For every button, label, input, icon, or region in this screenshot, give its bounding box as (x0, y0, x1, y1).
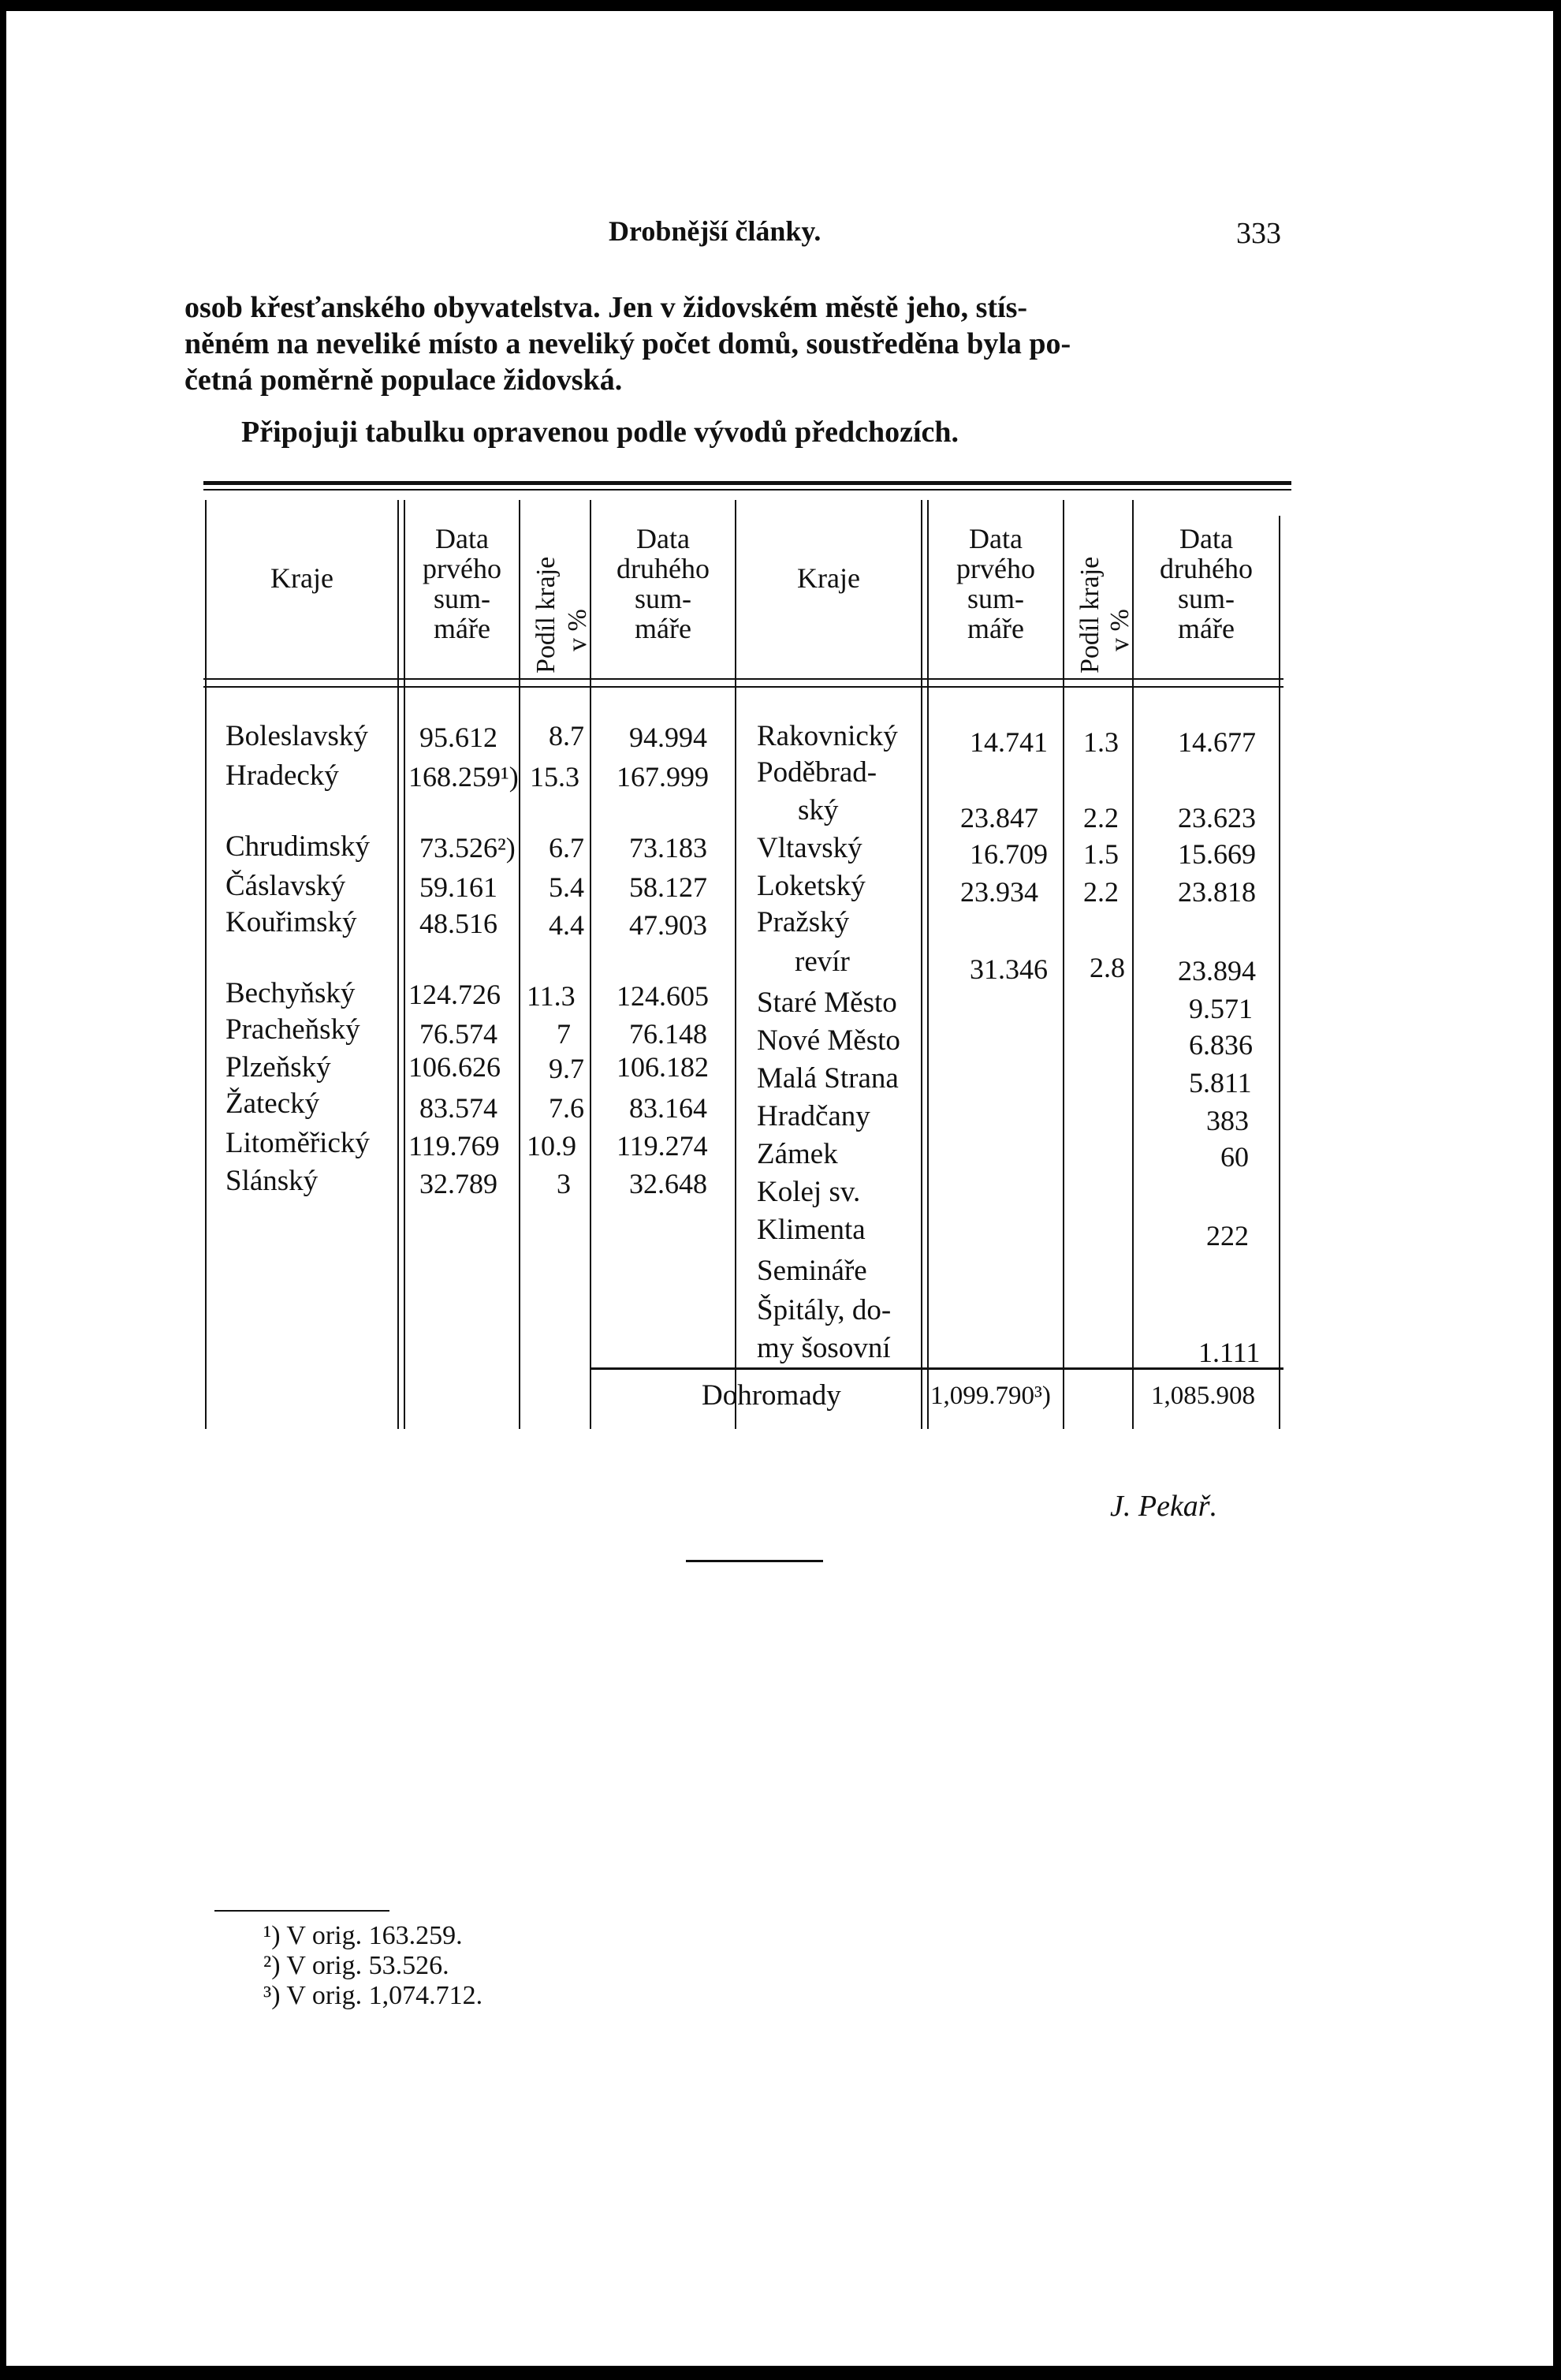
data-second: 383 (1206, 1105, 1249, 1136)
sub-area-name: Staré Město (757, 987, 897, 1019)
sub-area-name: Semináře (757, 1255, 867, 1287)
column-rule (397, 500, 399, 1429)
region-name: Hradecký (225, 759, 339, 792)
data-first: 119.769 (408, 1130, 500, 1162)
region-name: Vltavský (757, 832, 862, 864)
data-second: 1.111 (1198, 1337, 1261, 1368)
share-pct: 5.4 (549, 871, 584, 903)
sub-area-name: Nové Město (757, 1024, 900, 1057)
share-pct: 15.3 (530, 761, 579, 793)
data-second: 167.999 (617, 761, 709, 793)
data-first: 59.161 (419, 871, 497, 903)
header-data-druheho: Data druhého sum- máře (1160, 523, 1253, 644)
footnote: ¹) V orig. 163.259. (263, 1921, 463, 1950)
sub-area-name: Zámek (757, 1138, 838, 1170)
paragraph-line: osob křesťanského obyvatelstva. Jen v židovském městě jeho, stís- (184, 291, 1028, 324)
header-data-druheho: Data druhého sum- máře (617, 523, 710, 644)
header-pct: v % (563, 609, 592, 651)
header-pct: v % (1105, 609, 1134, 651)
region-name: Poděbrad- (757, 756, 877, 789)
region-name: Kouřimský (225, 906, 357, 938)
data-first: 32.789 (419, 1168, 497, 1199)
table-top-rule (203, 489, 1291, 491)
region-name: Boleslavský (225, 720, 368, 752)
region-name: Pracheňský (225, 1013, 360, 1046)
data-first: 168.259¹) (408, 761, 519, 793)
share-pct: 2.2 (1083, 876, 1119, 908)
paragraph: Připojuji tabulku opravenou podle vývodů předchozích. (241, 416, 959, 449)
header-data-prvniho: Data prvého sum- máře (423, 523, 501, 644)
data-second: 58.127 (629, 871, 707, 903)
share-pct: 1.5 (1083, 838, 1119, 870)
region-name: Litoměřický (225, 1127, 370, 1159)
header-kraje: Kraje (270, 562, 333, 594)
sub-area-name: Špitály, do- (757, 1294, 892, 1326)
region-name: Bechyňský (225, 977, 356, 1009)
data-second: 23.894 (1178, 955, 1256, 987)
data-second: 23.623 (1178, 802, 1256, 834)
data-second: 47.903 (629, 909, 707, 941)
header-rule (203, 678, 1283, 680)
data-second: 94.994 (629, 722, 707, 753)
data-first: 106.626 (408, 1051, 501, 1083)
column-rule (1279, 516, 1280, 1429)
author-signature: J. Pekař. (1110, 1490, 1218, 1523)
sub-area-name: Klimenta (757, 1214, 866, 1246)
data-second: 23.818 (1178, 876, 1256, 908)
region-name: Žatecký (225, 1087, 320, 1120)
data-second: 15.669 (1178, 838, 1256, 870)
share-pct: 7 (557, 1018, 571, 1050)
share-pct: 10.9 (527, 1130, 576, 1162)
share-pct: 3 (557, 1168, 571, 1199)
column-rule (735, 500, 736, 1429)
header-podil: Podíl kraje (1075, 556, 1105, 673)
table-top-rule (203, 481, 1291, 485)
region-name: revír (795, 946, 850, 978)
data-first: 95.612 (419, 722, 497, 753)
header-kraje: Kraje (797, 562, 860, 594)
sub-area-name: Hradčany (757, 1100, 870, 1132)
region-name: Plzeňský (225, 1051, 331, 1084)
data-second: 60 (1220, 1141, 1249, 1173)
data-second: 124.605 (617, 980, 709, 1012)
footnote-rule (214, 1910, 389, 1912)
data-first: 14.741 (970, 726, 1048, 758)
share-pct: 2.2 (1083, 802, 1119, 834)
data-first: 31.346 (970, 953, 1048, 985)
data-second: 5.811 (1189, 1067, 1252, 1099)
sub-area-name: Kolej sv. (757, 1176, 861, 1208)
share-pct: 2.8 (1090, 952, 1125, 983)
data-first: 124.726 (408, 979, 501, 1010)
data-second: 73.183 (629, 832, 707, 864)
data-first: 76.574 (419, 1018, 497, 1050)
region-name: Chrudimský (225, 830, 370, 863)
region-name: Slánský (225, 1165, 319, 1197)
column-rule (519, 500, 520, 1429)
header-podil: Podíl kraje (531, 556, 561, 673)
data-first: 83.574 (419, 1092, 497, 1124)
region-name: Loketský (757, 870, 866, 902)
data-second: 14.677 (1178, 726, 1256, 758)
data-second: 9.571 (1189, 993, 1253, 1024)
data-second: 222 (1206, 1220, 1249, 1252)
data-second: 76.148 (629, 1018, 707, 1050)
data-first: 48.516 (419, 908, 497, 939)
data-first: 23.847 (960, 802, 1038, 834)
data-first: 23.934 (960, 876, 1038, 908)
share-pct: 1.3 (1083, 726, 1119, 758)
footnote: ³) V orig. 1,074.712. (263, 1981, 483, 2010)
region-name: Pražský (757, 906, 850, 938)
sub-area-name: Malá Strana (757, 1062, 899, 1095)
total-second: 1,085.908 (1151, 1382, 1255, 1410)
sub-area-name: my šosovní (757, 1332, 891, 1364)
region-name: Rakovnický (757, 720, 898, 752)
share-pct: 7.6 (549, 1092, 584, 1124)
region-name: Čáslavský (225, 870, 346, 902)
total-rule (590, 1367, 1283, 1370)
total-label: Dohromady (702, 1379, 841, 1412)
region-name: ský (798, 794, 839, 826)
data-second: 6.836 (1189, 1029, 1253, 1061)
column-rule (1063, 500, 1064, 1429)
paragraph-line: něném na neveliké místo a neveliký počet domů, soustředěna byla po- (184, 327, 1071, 360)
data-second: 83.164 (629, 1092, 707, 1124)
data-first: 16.709 (970, 838, 1048, 870)
share-pct: 9.7 (549, 1053, 584, 1084)
share-pct: 11.3 (527, 980, 576, 1012)
share-pct: 8.7 (549, 720, 584, 752)
data-first: 73.526²) (419, 832, 516, 864)
page-number: 333 (1236, 217, 1281, 250)
data-second: 106.182 (617, 1051, 709, 1083)
data-second: 119.274 (617, 1130, 708, 1162)
data-second: 32.648 (629, 1168, 707, 1199)
paragraph-line: četná poměrně populace židovská. (184, 364, 623, 397)
column-rule (921, 500, 922, 1429)
share-pct: 4.4 (549, 909, 584, 941)
share-pct: 6.7 (549, 832, 584, 864)
column-rule (205, 500, 207, 1429)
header-data-prvniho: Data prvého sum- máře (956, 523, 1035, 644)
running-title: Drobnější články. (609, 215, 821, 247)
footnote: ²) V orig. 53.526. (263, 1951, 449, 1980)
page (6, 11, 1553, 2366)
section-divider (686, 1560, 823, 1562)
header-rule (203, 686, 1283, 688)
total-first: 1,099.790³) (930, 1382, 1051, 1410)
